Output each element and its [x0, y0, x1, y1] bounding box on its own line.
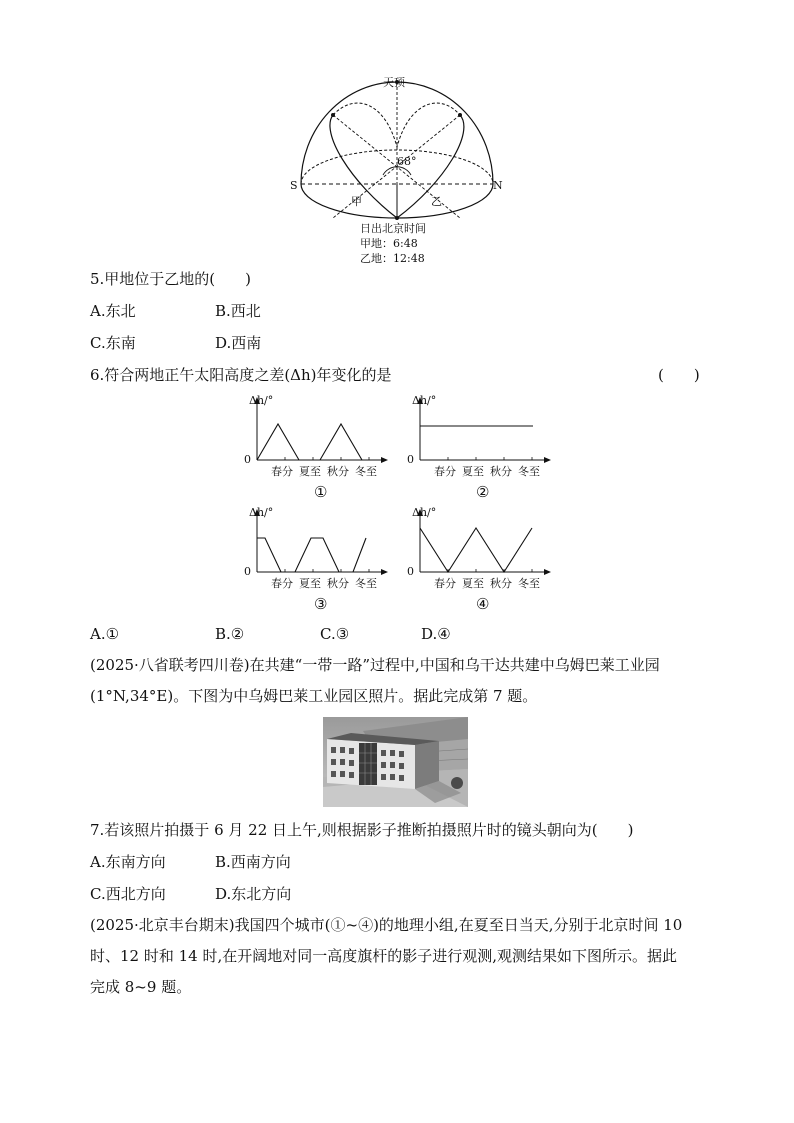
q5-option-b[interactable]: B.西北	[215, 302, 261, 320]
delta-h-line	[257, 424, 362, 460]
x-tick-label: 春分	[434, 465, 456, 478]
panel-label: ②	[476, 483, 490, 501]
x-tick-label: 春分	[271, 465, 293, 478]
x-axis-arrow	[381, 569, 388, 575]
q6-option-b[interactable]: B.②	[215, 625, 245, 643]
jia-label: 甲	[351, 195, 362, 208]
yi-sunrise-time: 乙地：12:48	[360, 252, 425, 265]
intro8-line1: (2025·北京丰台期末)我国四个城市(①~④)的地理小组,在夏至日当天,分别于北京时间 10	[90, 916, 683, 934]
north-label: N	[493, 179, 503, 192]
x-tick-label: 春分	[434, 577, 456, 590]
q7-option-a[interactable]: A.东南方向	[90, 853, 166, 871]
y-axis-label: Δh/°	[412, 506, 437, 519]
x-tick-label: 夏至	[462, 465, 484, 478]
y-axis-label: Δh/°	[249, 394, 274, 407]
intro8-line2: 时、12 时和 14 时,在开阔地对同一高度旗杆的影子进行观测,观测结果如下图所示。据此	[90, 947, 678, 965]
x-tick-label: 秋分	[327, 465, 349, 478]
q6-stem: 6.符合两地正午太阳高度之差(Δh)年变化的是	[90, 366, 392, 384]
sun-path-top	[333, 103, 460, 147]
x-tick-label: 春分	[271, 577, 293, 590]
zero-label: 0	[244, 453, 251, 466]
x-tick-label: 夏至	[462, 577, 484, 590]
zero-label: 0	[244, 565, 251, 578]
y-axis-label: Δh/°	[249, 506, 274, 519]
intro7-line1: (2025·八省联考四川卷)在共建“一带一路”过程中,中国和乌干达共建中乌姆巴莱工业园	[90, 656, 660, 674]
delta-h-line	[257, 538, 366, 572]
yi-label: 乙	[431, 195, 442, 208]
q7-option-b[interactable]: B.西南方向	[215, 853, 291, 871]
zero-label: 0	[407, 565, 414, 578]
intro7-line2: (1°N,34°E)。下图为中乌姆巴莱工业园区照片。据此完成第 7 题。	[90, 687, 538, 705]
x-tick-label: 夏至	[299, 577, 321, 590]
q5-stem: 5.甲地位于乙地的( )	[90, 270, 252, 288]
x-axis-arrow	[381, 457, 388, 463]
sun-path-jia	[330, 115, 397, 218]
angle-label: 68°	[397, 155, 417, 168]
x-axis-arrow	[544, 457, 551, 463]
x-tick-label: 夏至	[299, 465, 321, 478]
intro8-line3: 完成 8~9 题。	[90, 978, 192, 996]
x-axis-arrow	[544, 569, 551, 575]
q6-answer-paren: ( )	[658, 366, 700, 384]
x-tick-label: 冬至	[518, 577, 540, 590]
sun-point-left	[331, 113, 335, 117]
bottom-point	[395, 216, 399, 220]
x-tick-label: 冬至	[355, 465, 377, 478]
q7-stem: 7.若该照片拍摄于 6 月 22 日上午,则根据影子推断拍摄照片时的镜头朝向为( )	[90, 821, 634, 839]
jia-sunrise-time: 甲地：6:48	[360, 237, 418, 250]
x-tick-label: 秋分	[490, 577, 512, 590]
q6-option-a[interactable]: A.①	[90, 625, 120, 643]
q5-option-a[interactable]: A.东北	[90, 302, 136, 320]
panel-label: ③	[314, 595, 328, 613]
x-tick-label: 秋分	[327, 577, 349, 590]
panel-label: ④	[476, 595, 490, 613]
q7-option-c[interactable]: C.西北方向	[90, 885, 166, 903]
sun-point-right	[458, 113, 462, 117]
figure-caption: 日出北京时间	[360, 222, 426, 235]
zenith-label: 天顶	[383, 76, 405, 89]
delta-h-line	[420, 528, 532, 572]
x-tick-label: 冬至	[518, 465, 540, 478]
panel-label: ①	[314, 483, 328, 501]
q5-option-c[interactable]: C.东南	[90, 334, 136, 352]
q6-option-c[interactable]: C.③	[320, 625, 350, 643]
south-label: S	[290, 179, 298, 192]
q6-option-d[interactable]: D.④	[421, 625, 451, 643]
industrial-park-photo	[323, 717, 468, 807]
zero-label: 0	[407, 453, 414, 466]
y-axis-label: Δh/°	[412, 394, 437, 407]
x-tick-label: 秋分	[490, 465, 512, 478]
q7-option-d[interactable]: D.东北方向	[215, 885, 292, 903]
q5-option-d[interactable]: D.西南	[215, 334, 262, 352]
x-tick-label: 冬至	[355, 577, 377, 590]
